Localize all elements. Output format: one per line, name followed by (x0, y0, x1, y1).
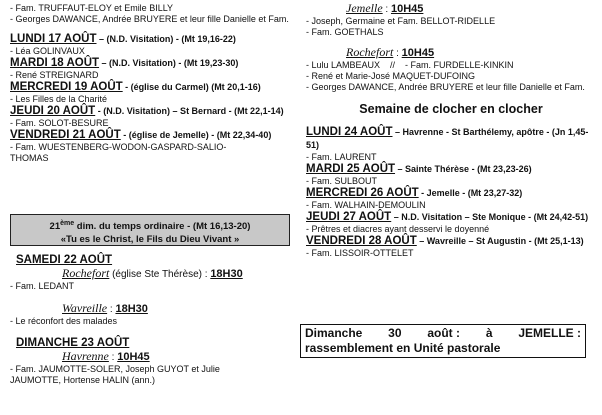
intention-line: - Fam. WALHAIN-DEMOULIN (306, 200, 426, 210)
intention-line: - Fam. LISSOIR-OTTELET (306, 248, 414, 258)
notice-line-2: rassemblement en Unité pastorale (305, 341, 501, 355)
intention-line: - Le réconfort des malades (10, 316, 118, 326)
day-vendredi-28: VENDREDI 28 AOÛT – Wavreille – St Augustin - (Mt 25,1-13) (306, 235, 584, 247)
day-mardi-25: MARDI 25 AOÛT – Sainte Thérèse - (Mt 23,23-26) (306, 163, 532, 175)
intention-line: - Léa GOLINVAUX (10, 46, 85, 56)
intention-line: - Fam. LEDANT (10, 281, 75, 291)
day-mercredi-19: MERCREDI 19 AOÛT - (église du Carmel) (Mt 20,1-16) (10, 81, 261, 93)
mass-rochefort: Rochefort : 10H45 (346, 45, 435, 59)
day-jeudi-20: JEUDI 20 AOÛT - (N.D. Visitation) – St Bernard - (Mt 22,1-14) (10, 105, 284, 117)
mass-rochefort-samedi: Rochefort (église Ste Thérèse) : 18H30 (62, 266, 243, 280)
banner-title: 21ème dim. du temps ordinaire - (Mt 16,13-20) (49, 220, 251, 233)
banner-gospel-quote: «Tu es le Christ, le Fils du Dieu Vivant » (60, 234, 240, 246)
intention-line: - Lulu LAMBEAUX // - Fam. FURDELLE-KINKIN (306, 60, 514, 70)
sunday-banner (10, 214, 290, 246)
intention-line: - Fam. WUESTENBERG-WODON-GASPARD-SALIO-THOMAS (10, 142, 227, 163)
intention-line: - Fam. SOLOT-BESURE (10, 118, 109, 128)
day-lundi-17: LUNDI 17 AOÛT – (N.D. Visitation) - (Mt 19,16-22) (10, 33, 236, 45)
day-vendredi-21: VENDREDI 21 AOÛT - (église de Jemelle) - (Mt 22,34-40) (10, 129, 272, 141)
intention-line: - Joseph, Germaine et Fam. BELLOT-RIDELLE (306, 16, 496, 26)
intention-line: - Fam. SULBOUT (306, 176, 378, 186)
section-heading: Semaine de clocher en clocher (359, 102, 543, 116)
intention-line: - Les Filles de la Charité (10, 94, 108, 104)
mass-havrenne: Havrenne : 10H45 (62, 349, 150, 363)
day-jeudi-27: JEUDI 27 AOÛT – N.D. Visitation – Ste Monique - (Mt 24,42-51) (306, 211, 589, 223)
intention-line: - Prêtres et diacres ayant desservi le doyenné (306, 224, 490, 234)
intention-line: - Fam. GOETHALS (306, 27, 384, 37)
left-column (10, 0, 292, 164)
day-samedi-22: SAMEDI 22 AOÛT (16, 254, 113, 266)
intention-line: - Fam. JAUMOTTE-SOLER, Joseph GUYOT et Julie JAUMOTTE, Hortense HALIN (ann.) (10, 364, 220, 385)
right-column (306, 0, 596, 259)
intention-line: - Fam. TRUFFAUT-ELOY et Emile BILLY (10, 3, 174, 13)
intention-line: - Georges DAWANCE, Andrée BRUYERE et leur fille Danielle et Fam. (306, 82, 585, 92)
pastoral-unit-notice (300, 324, 586, 358)
intention-line: - René STREIGNARD (10, 70, 99, 80)
intention-line: - Georges DAWANCE, Andrée BRUYERE et leur fille Danielle et Fam. (10, 14, 289, 24)
day-dimanche-23: DIMANCHE 23 AOÛT (16, 337, 130, 349)
day-mercredi-26: MERCREDI 26 AOÛT - Jemelle - (Mt 23,27-32) (306, 187, 523, 199)
left-weekend (10, 254, 292, 386)
mass-jemelle: Jemelle : 10H45 (346, 1, 424, 15)
intention-line: - René et Marie-José MAQUET-DUFOING (306, 71, 476, 81)
mass-wavreille: Wavreille : 18H30 (62, 301, 148, 315)
day-lundi-24: LUNDI 24 AOÛT – Havrenne - St Barthélemy, apôtre - (Jn 1,45-51) (306, 126, 589, 150)
notice-line-1: Dimanche 30 août : à JEMELLE : (305, 326, 581, 340)
day-mardi-18: MARDI 18 AOÛT – (N.D. Visitation) - (Mt 19,23-30) (10, 57, 239, 69)
intention-line: - Fam. LAURENT (306, 152, 377, 162)
